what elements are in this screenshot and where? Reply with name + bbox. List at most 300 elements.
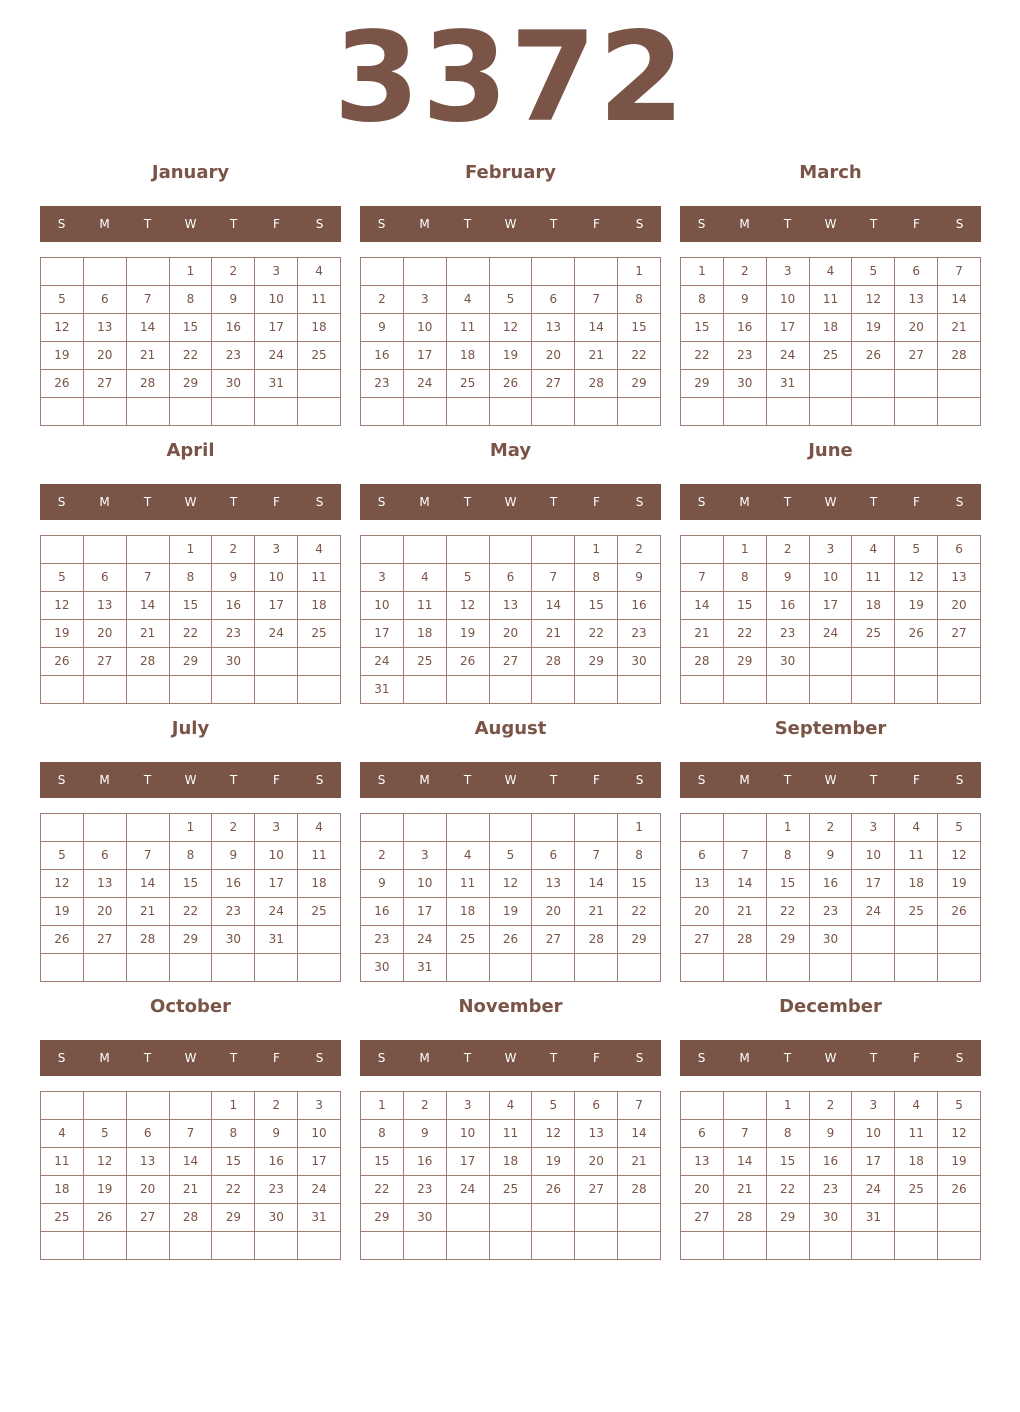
day-cell: 7 bbox=[724, 842, 767, 870]
empty-day-cell bbox=[724, 1092, 767, 1120]
month-title: November bbox=[458, 996, 563, 1017]
day-cell: 8 bbox=[618, 286, 661, 314]
weekday-label: S bbox=[955, 1051, 964, 1065]
day-cell: 3 bbox=[404, 842, 447, 870]
day-cell: 3 bbox=[361, 564, 404, 592]
day-cell: 29 bbox=[170, 926, 213, 954]
weekday-header-bar bbox=[360, 484, 661, 520]
weekday-label: F bbox=[913, 495, 920, 509]
empty-day-cell bbox=[852, 398, 895, 426]
day-cell: 8 bbox=[724, 564, 767, 592]
day-cell: 29 bbox=[767, 1204, 810, 1232]
day-cell: 22 bbox=[724, 620, 767, 648]
weekday-label: T bbox=[229, 1051, 238, 1065]
day-cell: 14 bbox=[724, 1148, 767, 1176]
day-cell: 27 bbox=[895, 342, 938, 370]
day-cell: 21 bbox=[127, 620, 170, 648]
day-cell: 31 bbox=[404, 954, 447, 982]
day-cell: 30 bbox=[618, 648, 661, 676]
empty-day-cell bbox=[127, 258, 170, 286]
day-cell: 26 bbox=[41, 926, 84, 954]
day-cell: 29 bbox=[575, 648, 618, 676]
weekday-label: S bbox=[697, 217, 706, 231]
weekday-label: T bbox=[783, 773, 792, 787]
day-cell: 31 bbox=[852, 1204, 895, 1232]
weekday-label: F bbox=[593, 217, 600, 231]
day-cell: 20 bbox=[532, 342, 575, 370]
day-cell: 24 bbox=[361, 648, 404, 676]
day-cell: 20 bbox=[681, 898, 724, 926]
day-cell: 4 bbox=[298, 258, 341, 286]
empty-day-cell bbox=[895, 398, 938, 426]
day-cell: 29 bbox=[724, 648, 767, 676]
weekday-label: S bbox=[57, 1051, 66, 1065]
day-cell: 6 bbox=[938, 536, 981, 564]
empty-day-cell bbox=[575, 1232, 618, 1260]
empty-day-cell bbox=[532, 398, 575, 426]
weekday-label: W bbox=[824, 495, 837, 509]
month-title: August bbox=[474, 718, 547, 739]
day-cell: 8 bbox=[618, 842, 661, 870]
empty-day-cell bbox=[852, 370, 895, 398]
day-cell: 25 bbox=[895, 1176, 938, 1204]
day-cell: 13 bbox=[895, 286, 938, 314]
day-cell: 9 bbox=[255, 1120, 298, 1148]
day-cell: 11 bbox=[404, 592, 447, 620]
day-cell: 23 bbox=[361, 926, 404, 954]
day-cell: 14 bbox=[532, 592, 575, 620]
weekday-label: S bbox=[57, 217, 66, 231]
day-cell: 14 bbox=[681, 592, 724, 620]
day-cell: 10 bbox=[447, 1120, 490, 1148]
day-cell: 16 bbox=[404, 1148, 447, 1176]
day-cell: 11 bbox=[298, 842, 341, 870]
empty-day-cell bbox=[618, 398, 661, 426]
day-cell: 27 bbox=[84, 926, 127, 954]
day-cell: 15 bbox=[618, 314, 661, 342]
day-cell: 11 bbox=[810, 286, 853, 314]
weekday-header-bar bbox=[680, 1040, 981, 1076]
month-title: December bbox=[779, 996, 882, 1017]
weekday-label: T bbox=[549, 1051, 558, 1065]
day-cell: 19 bbox=[41, 898, 84, 926]
day-grid bbox=[680, 813, 981, 982]
day-cell: 1 bbox=[618, 814, 661, 842]
empty-day-cell bbox=[447, 814, 490, 842]
empty-day-cell bbox=[575, 258, 618, 286]
empty-day-cell bbox=[41, 954, 84, 982]
day-cell: 12 bbox=[938, 842, 981, 870]
day-cell: 29 bbox=[170, 370, 213, 398]
day-cell: 21 bbox=[724, 1176, 767, 1204]
day-cell: 10 bbox=[255, 564, 298, 592]
empty-day-cell bbox=[938, 398, 981, 426]
day-cell: 9 bbox=[212, 842, 255, 870]
day-cell: 20 bbox=[895, 314, 938, 342]
empty-day-cell bbox=[810, 398, 853, 426]
day-cell: 21 bbox=[575, 342, 618, 370]
day-grid bbox=[40, 535, 341, 704]
day-cell: 29 bbox=[767, 926, 810, 954]
day-cell: 28 bbox=[127, 648, 170, 676]
empty-day-cell bbox=[255, 648, 298, 676]
day-cell: 7 bbox=[532, 564, 575, 592]
weekday-label: T bbox=[869, 217, 878, 231]
day-cell: 23 bbox=[404, 1176, 447, 1204]
empty-day-cell bbox=[767, 954, 810, 982]
weekday-header-bar bbox=[680, 762, 981, 798]
day-cell: 30 bbox=[404, 1204, 447, 1232]
day-cell: 3 bbox=[255, 258, 298, 286]
weekday-label: M bbox=[419, 217, 430, 231]
day-cell: 23 bbox=[212, 898, 255, 926]
empty-day-cell bbox=[724, 676, 767, 704]
day-cell: 23 bbox=[810, 1176, 853, 1204]
day-cell: 13 bbox=[681, 870, 724, 898]
day-cell: 23 bbox=[361, 370, 404, 398]
weekday-label: T bbox=[783, 495, 792, 509]
empty-day-cell bbox=[852, 648, 895, 676]
day-cell: 14 bbox=[170, 1148, 213, 1176]
day-cell: 15 bbox=[212, 1148, 255, 1176]
day-cell: 9 bbox=[767, 564, 810, 592]
empty-day-cell bbox=[255, 398, 298, 426]
month-title: January bbox=[151, 162, 230, 183]
weekday-header-bar bbox=[680, 484, 981, 520]
empty-day-cell bbox=[618, 954, 661, 982]
weekday-label: M bbox=[99, 495, 110, 509]
day-cell: 10 bbox=[255, 286, 298, 314]
day-cell: 28 bbox=[170, 1204, 213, 1232]
empty-day-cell bbox=[532, 1204, 575, 1232]
weekday-label: T bbox=[549, 773, 558, 787]
day-cell: 20 bbox=[575, 1148, 618, 1176]
day-cell: 12 bbox=[852, 286, 895, 314]
day-grid bbox=[360, 813, 661, 982]
empty-day-cell bbox=[255, 954, 298, 982]
day-cell: 25 bbox=[490, 1176, 533, 1204]
day-cell: 24 bbox=[255, 342, 298, 370]
day-cell: 17 bbox=[810, 592, 853, 620]
empty-day-cell bbox=[127, 536, 170, 564]
day-cell: 13 bbox=[127, 1148, 170, 1176]
day-cell: 25 bbox=[298, 898, 341, 926]
empty-day-cell bbox=[490, 954, 533, 982]
weekday-header-bar bbox=[40, 206, 341, 242]
day-cell: 17 bbox=[361, 620, 404, 648]
day-cell: 25 bbox=[852, 620, 895, 648]
day-cell: 20 bbox=[938, 592, 981, 620]
day-grid bbox=[680, 257, 981, 426]
empty-day-cell bbox=[490, 1232, 533, 1260]
weekday-label: F bbox=[273, 495, 280, 509]
empty-day-cell bbox=[212, 398, 255, 426]
empty-day-cell bbox=[404, 676, 447, 704]
empty-day-cell bbox=[724, 398, 767, 426]
day-cell: 27 bbox=[938, 620, 981, 648]
empty-day-cell bbox=[41, 398, 84, 426]
empty-day-cell bbox=[298, 370, 341, 398]
empty-day-cell bbox=[810, 954, 853, 982]
day-cell: 11 bbox=[41, 1148, 84, 1176]
day-cell: 27 bbox=[532, 370, 575, 398]
empty-day-cell bbox=[681, 814, 724, 842]
day-cell: 31 bbox=[255, 926, 298, 954]
day-cell: 12 bbox=[490, 314, 533, 342]
day-cell: 4 bbox=[810, 258, 853, 286]
day-cell: 20 bbox=[84, 620, 127, 648]
empty-day-cell bbox=[84, 814, 127, 842]
empty-day-cell bbox=[447, 398, 490, 426]
day-cell: 19 bbox=[447, 620, 490, 648]
empty-day-cell bbox=[404, 536, 447, 564]
empty-day-cell bbox=[681, 1232, 724, 1260]
empty-day-cell bbox=[212, 676, 255, 704]
day-cell: 8 bbox=[575, 564, 618, 592]
day-cell: 2 bbox=[767, 536, 810, 564]
day-cell: 12 bbox=[41, 870, 84, 898]
day-cell: 3 bbox=[447, 1092, 490, 1120]
day-cell: 17 bbox=[447, 1148, 490, 1176]
day-cell: 22 bbox=[170, 620, 213, 648]
empty-day-cell bbox=[361, 1232, 404, 1260]
day-cell: 25 bbox=[298, 620, 341, 648]
day-grid bbox=[360, 257, 661, 426]
day-cell: 17 bbox=[852, 870, 895, 898]
day-cell: 1 bbox=[681, 258, 724, 286]
day-cell: 9 bbox=[618, 564, 661, 592]
day-cell: 22 bbox=[767, 898, 810, 926]
weekday-label: T bbox=[143, 1051, 152, 1065]
empty-day-cell bbox=[938, 1204, 981, 1232]
day-cell: 17 bbox=[404, 342, 447, 370]
empty-day-cell bbox=[41, 536, 84, 564]
day-cell: 28 bbox=[575, 370, 618, 398]
empty-day-cell bbox=[490, 676, 533, 704]
empty-day-cell bbox=[298, 676, 341, 704]
empty-day-cell bbox=[404, 1232, 447, 1260]
weekday-label: W bbox=[184, 773, 197, 787]
weekday-label: S bbox=[955, 495, 964, 509]
weekday-label: T bbox=[143, 217, 152, 231]
day-cell: 27 bbox=[84, 648, 127, 676]
empty-day-cell bbox=[170, 954, 213, 982]
day-cell: 1 bbox=[724, 536, 767, 564]
empty-day-cell bbox=[404, 258, 447, 286]
day-cell: 18 bbox=[298, 592, 341, 620]
weekday-header-bar bbox=[40, 762, 341, 798]
day-cell: 26 bbox=[938, 1176, 981, 1204]
empty-day-cell bbox=[895, 954, 938, 982]
day-cell: 8 bbox=[361, 1120, 404, 1148]
weekday-label: M bbox=[99, 217, 110, 231]
empty-day-cell bbox=[255, 1232, 298, 1260]
day-cell: 26 bbox=[490, 370, 533, 398]
day-cell: 6 bbox=[84, 564, 127, 592]
day-cell: 21 bbox=[532, 620, 575, 648]
empty-day-cell bbox=[532, 814, 575, 842]
day-cell: 28 bbox=[532, 648, 575, 676]
weekday-label: S bbox=[635, 773, 644, 787]
day-cell: 23 bbox=[724, 342, 767, 370]
day-cell: 10 bbox=[361, 592, 404, 620]
day-cell: 9 bbox=[212, 286, 255, 314]
empty-day-cell bbox=[298, 648, 341, 676]
day-cell: 26 bbox=[41, 648, 84, 676]
empty-day-cell bbox=[895, 1204, 938, 1232]
empty-day-cell bbox=[938, 370, 981, 398]
empty-day-cell bbox=[938, 676, 981, 704]
day-cell: 9 bbox=[810, 842, 853, 870]
empty-day-cell bbox=[41, 1232, 84, 1260]
empty-day-cell bbox=[681, 1092, 724, 1120]
day-cell: 5 bbox=[490, 286, 533, 314]
day-cell: 18 bbox=[895, 1148, 938, 1176]
day-cell: 23 bbox=[255, 1176, 298, 1204]
day-cell: 27 bbox=[127, 1204, 170, 1232]
weekday-label: T bbox=[463, 1051, 472, 1065]
day-cell: 29 bbox=[618, 926, 661, 954]
day-cell: 15 bbox=[767, 870, 810, 898]
day-cell: 18 bbox=[41, 1176, 84, 1204]
day-cell: 7 bbox=[681, 564, 724, 592]
day-cell: 16 bbox=[810, 870, 853, 898]
day-cell: 18 bbox=[447, 342, 490, 370]
day-cell: 23 bbox=[810, 898, 853, 926]
day-cell: 6 bbox=[532, 842, 575, 870]
day-cell: 26 bbox=[852, 342, 895, 370]
empty-day-cell bbox=[361, 814, 404, 842]
day-cell: 21 bbox=[170, 1176, 213, 1204]
day-cell: 1 bbox=[361, 1092, 404, 1120]
day-cell: 8 bbox=[681, 286, 724, 314]
day-cell: 9 bbox=[361, 314, 404, 342]
empty-day-cell bbox=[84, 1092, 127, 1120]
day-cell: 25 bbox=[810, 342, 853, 370]
weekday-label: T bbox=[229, 217, 238, 231]
weekday-label: S bbox=[697, 773, 706, 787]
day-cell: 19 bbox=[938, 1148, 981, 1176]
day-cell: 29 bbox=[361, 1204, 404, 1232]
day-cell: 11 bbox=[895, 1120, 938, 1148]
weekday-label: S bbox=[57, 495, 66, 509]
empty-day-cell bbox=[41, 1092, 84, 1120]
month-title: February bbox=[464, 162, 557, 183]
day-cell: 14 bbox=[938, 286, 981, 314]
day-cell: 13 bbox=[490, 592, 533, 620]
day-cell: 29 bbox=[681, 370, 724, 398]
weekday-label: M bbox=[419, 773, 430, 787]
empty-day-cell bbox=[852, 1232, 895, 1260]
day-cell: 6 bbox=[84, 842, 127, 870]
day-cell: 4 bbox=[447, 842, 490, 870]
weekday-label: S bbox=[377, 773, 386, 787]
day-cell: 11 bbox=[298, 286, 341, 314]
weekday-label: F bbox=[913, 773, 920, 787]
day-cell: 30 bbox=[255, 1204, 298, 1232]
day-cell: 28 bbox=[938, 342, 981, 370]
day-cell: 15 bbox=[575, 592, 618, 620]
day-cell: 7 bbox=[938, 258, 981, 286]
day-cell: 24 bbox=[255, 620, 298, 648]
day-cell: 27 bbox=[681, 926, 724, 954]
empty-day-cell bbox=[575, 676, 618, 704]
day-cell: 29 bbox=[170, 648, 213, 676]
day-cell: 23 bbox=[212, 342, 255, 370]
day-cell: 30 bbox=[212, 926, 255, 954]
day-cell: 8 bbox=[767, 842, 810, 870]
weekday-label: S bbox=[315, 217, 324, 231]
weekday-label: W bbox=[184, 1051, 197, 1065]
empty-day-cell bbox=[255, 676, 298, 704]
weekday-label: S bbox=[315, 495, 324, 509]
weekday-label: S bbox=[315, 1051, 324, 1065]
day-cell: 7 bbox=[575, 286, 618, 314]
empty-day-cell bbox=[41, 814, 84, 842]
day-cell: 16 bbox=[361, 898, 404, 926]
day-cell: 25 bbox=[41, 1204, 84, 1232]
day-cell: 22 bbox=[681, 342, 724, 370]
weekday-label: W bbox=[504, 495, 517, 509]
day-cell: 2 bbox=[810, 1092, 853, 1120]
weekday-label: F bbox=[593, 1051, 600, 1065]
weekday-label: T bbox=[549, 217, 558, 231]
weekday-label: F bbox=[273, 1051, 280, 1065]
empty-day-cell bbox=[852, 954, 895, 982]
weekday-label: T bbox=[869, 773, 878, 787]
day-cell: 4 bbox=[404, 564, 447, 592]
weekday-label: T bbox=[783, 1051, 792, 1065]
empty-day-cell bbox=[490, 814, 533, 842]
empty-day-cell bbox=[212, 1232, 255, 1260]
weekday-label: S bbox=[635, 1051, 644, 1065]
month-title: April bbox=[166, 440, 215, 461]
empty-day-cell bbox=[84, 258, 127, 286]
empty-day-cell bbox=[84, 536, 127, 564]
weekday-label: M bbox=[99, 773, 110, 787]
empty-day-cell bbox=[532, 676, 575, 704]
empty-day-cell bbox=[490, 536, 533, 564]
day-cell: 20 bbox=[84, 898, 127, 926]
day-cell: 23 bbox=[618, 620, 661, 648]
weekday-label: T bbox=[229, 495, 238, 509]
day-cell: 31 bbox=[255, 370, 298, 398]
day-cell: 26 bbox=[41, 370, 84, 398]
day-cell: 24 bbox=[255, 898, 298, 926]
empty-day-cell bbox=[724, 814, 767, 842]
day-cell: 2 bbox=[212, 536, 255, 564]
day-grid bbox=[360, 1091, 661, 1260]
weekday-label: M bbox=[739, 495, 750, 509]
day-cell: 5 bbox=[41, 286, 84, 314]
day-cell: 1 bbox=[170, 536, 213, 564]
day-cell: 17 bbox=[255, 870, 298, 898]
day-cell: 12 bbox=[938, 1120, 981, 1148]
day-cell: 3 bbox=[852, 814, 895, 842]
day-cell: 3 bbox=[810, 536, 853, 564]
day-cell: 20 bbox=[532, 898, 575, 926]
day-cell: 25 bbox=[895, 898, 938, 926]
day-cell: 1 bbox=[767, 1092, 810, 1120]
weekday-label: F bbox=[593, 495, 600, 509]
day-cell: 7 bbox=[127, 286, 170, 314]
empty-day-cell bbox=[127, 676, 170, 704]
day-cell: 10 bbox=[298, 1120, 341, 1148]
day-cell: 18 bbox=[298, 314, 341, 342]
empty-day-cell bbox=[127, 1092, 170, 1120]
day-cell: 21 bbox=[575, 898, 618, 926]
day-cell: 2 bbox=[361, 286, 404, 314]
